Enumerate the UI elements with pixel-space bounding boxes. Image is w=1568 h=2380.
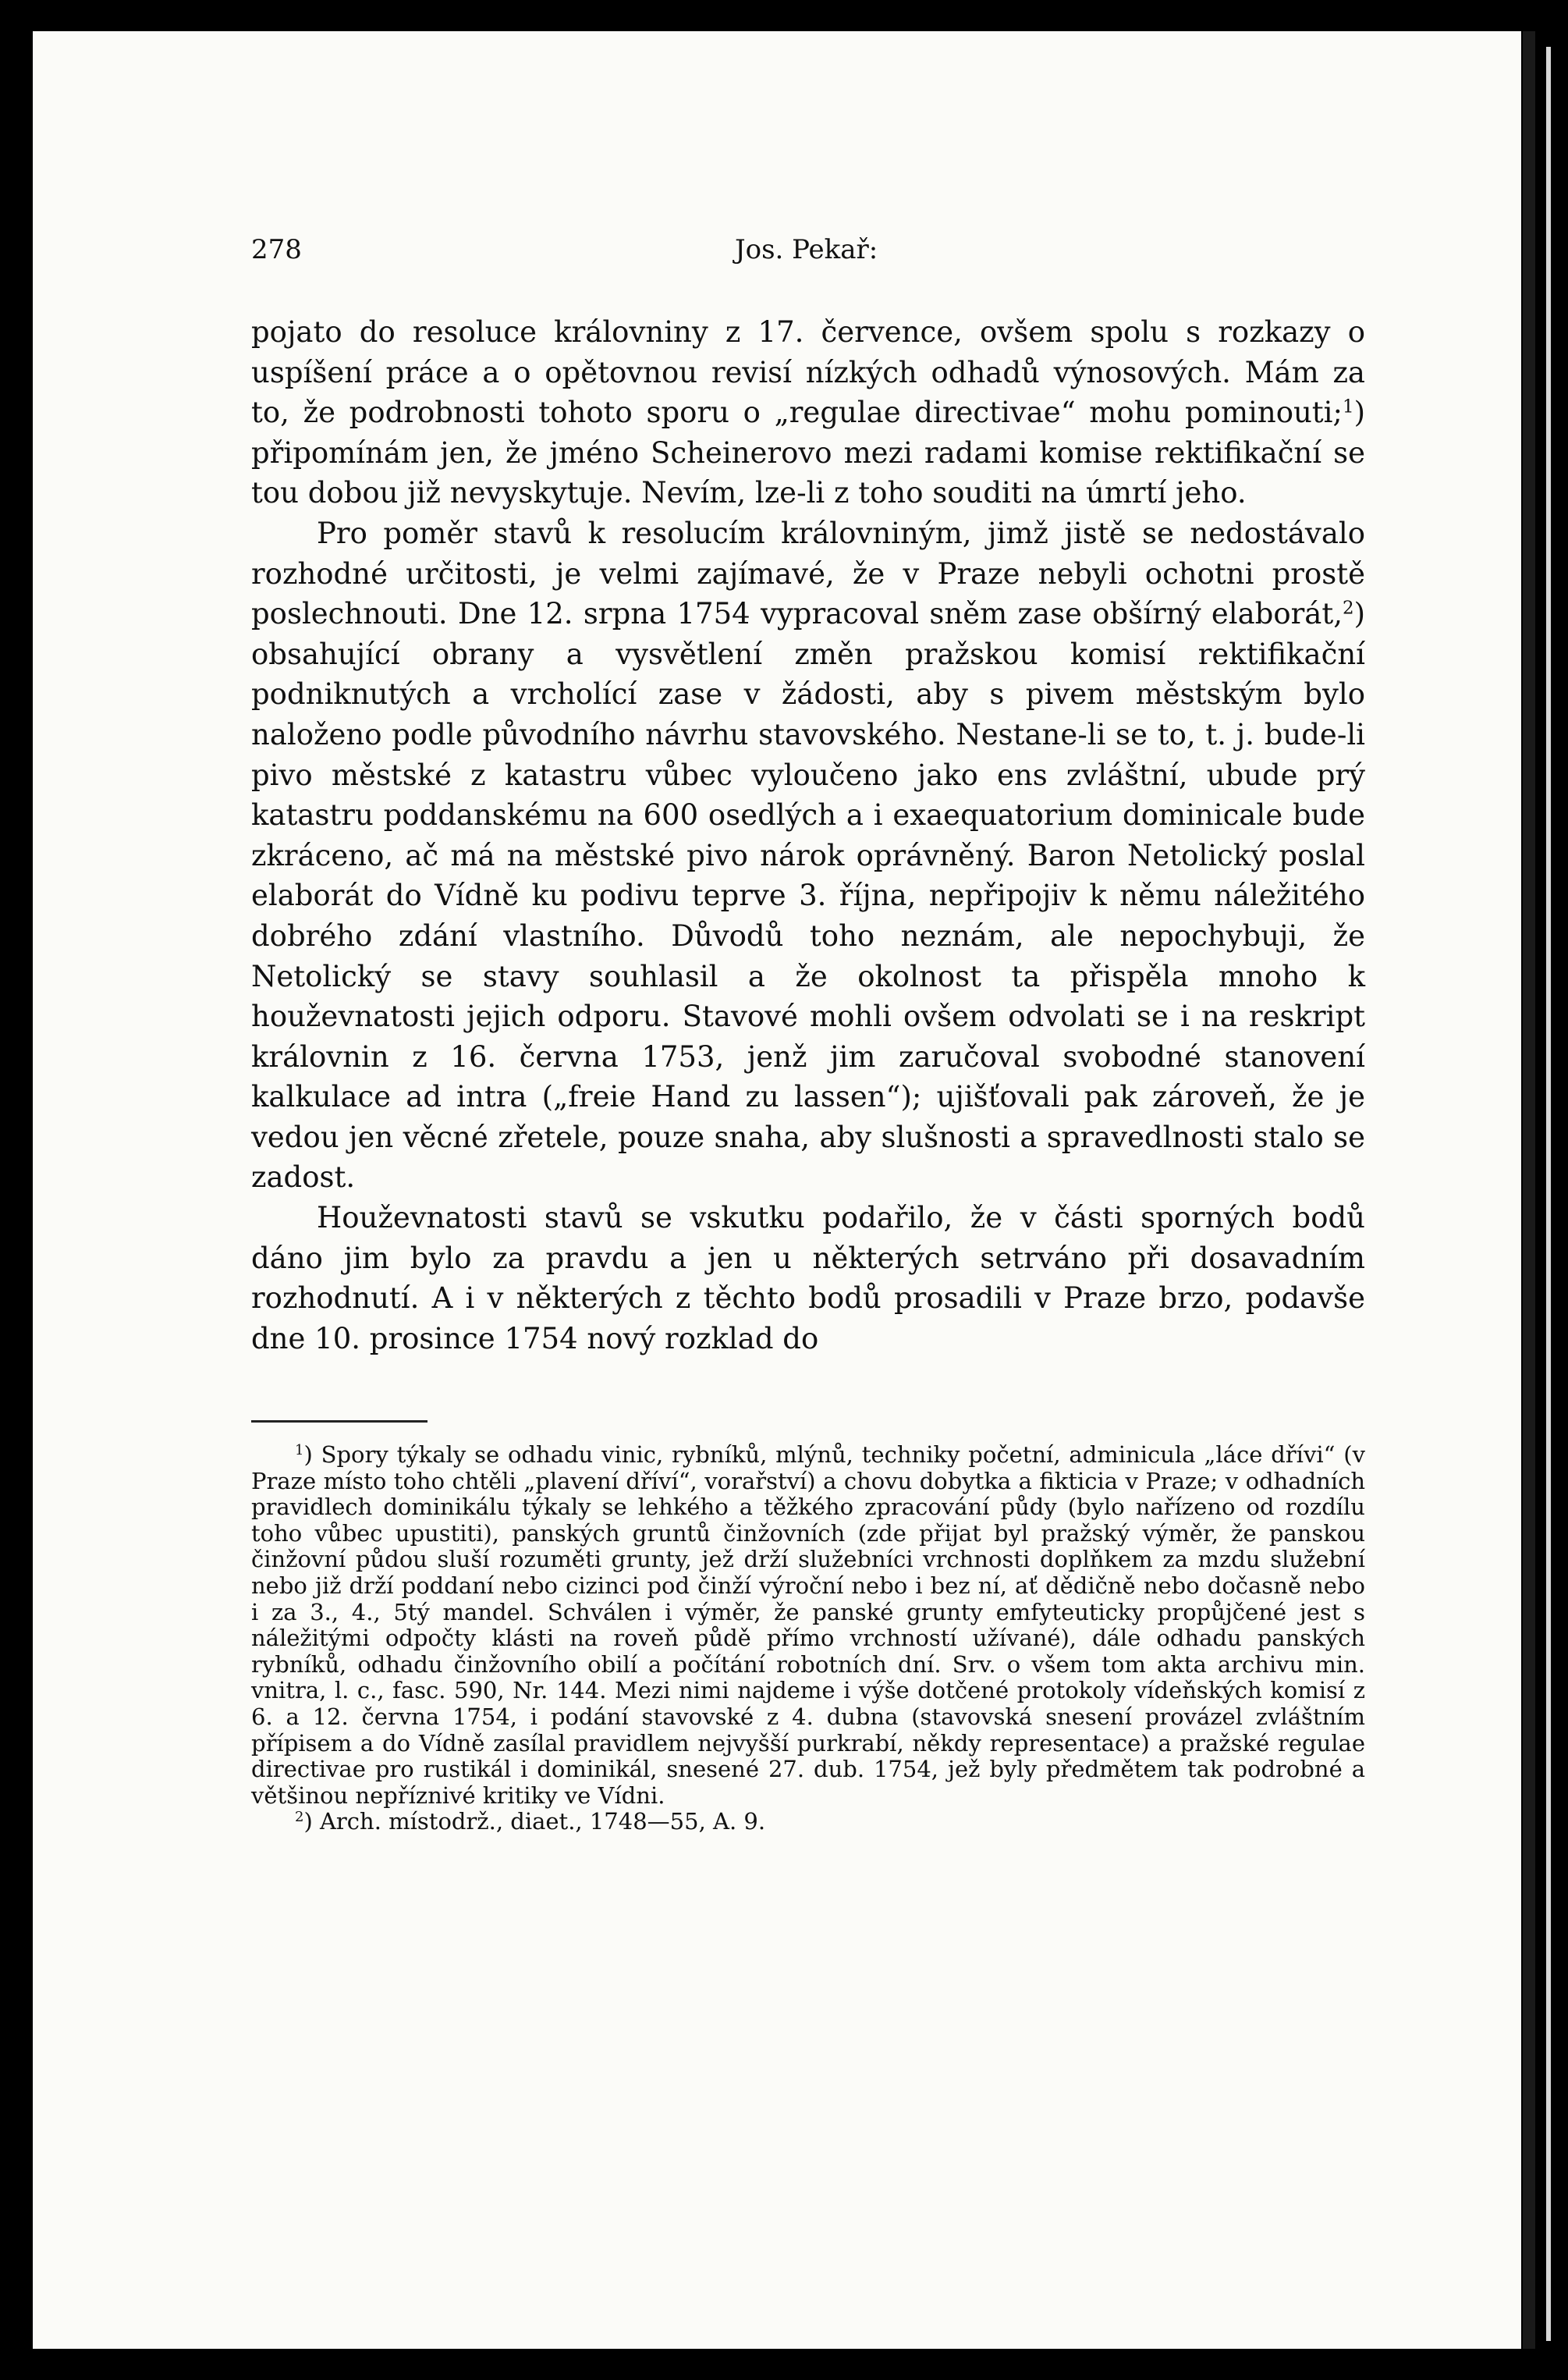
page-header bbox=[251, 234, 1359, 281]
main-text bbox=[251, 312, 1365, 1359]
footnote-ref-1: 1 bbox=[1342, 396, 1354, 417]
footnote-text: ) Arch. místodrž., diaet., 1748—55, A. 9. bbox=[303, 1808, 766, 1835]
text-run: ) připomínám jen, že jméno Scheinerovo mezi radami komise rektifikační se tou dobou již nevyskytuje. Nevím, lze-li z toho souditi na úmrtí jeho. bbox=[251, 396, 1365, 510]
footnote-ref-2: 2 bbox=[1342, 598, 1354, 619]
footnotes bbox=[251, 1442, 1365, 1835]
footnote-divider bbox=[251, 1420, 427, 1423]
scan-edge-line bbox=[1546, 47, 1551, 2341]
footnote-mark: 1 bbox=[295, 1442, 304, 1459]
paragraph-3 bbox=[251, 1198, 1365, 1359]
paragraph-1 bbox=[251, 312, 1365, 513]
footnote-mark: 2 bbox=[295, 1809, 304, 1826]
text-run: Pro poměr stavů k resolucím královniným, jimž jistě se nedostávalo rozhodné určitosti, je velmi zajímavé, že v Praze nebyli ochotni prostě poslechnouti. Dne 12. srpna 1754 vypracoval sněm zase obšírný elaborát, bbox=[251, 516, 1365, 631]
page-number: 278 bbox=[251, 234, 302, 265]
paragraph-2 bbox=[251, 513, 1365, 1198]
footnote-2 bbox=[251, 1809, 1365, 1835]
text-run: ) obsahující obrany a vysvětlení změn pražskou komisí rektifikační podniknutých a vrcholící zase v žádosti, aby s pivem městským bylo naloženo podle původního návrhu stavovského. Nestane-li se to, t. j. bude-li pivo městské z katastru vůbec vyloučeno jako ens zvláštní, ubude prý katastru poddanskému na 600 osedlých a i exaequatorium dominicale bude zkráceno, ač má na městské pivo nárok oprávněný. Baron Netolický poslal elaborát do Vídně ku podivu teprve 3. října, nepřipojiv k němu náležitého dobrého zdání vlastního. Důvodů toho neznám, ale nepochybuji, že Netolický se stavy souhlasil a že okolnost ta přispěla mnoho k houževnatosti jejich odporu. Stavové mohli ovšem odvolati se i na reskript královnin z 16. června 1753, jenž jim zaručoval svobodné stanovení kalkulace ad intra („freie Hand zu lassen“); ujišťovali pak zároveň, že je vedou jen věcné zřetele, pouze snaha, aby slušnosti a spravedlnosti stalo se zadost. bbox=[251, 597, 1365, 1195]
footnote-1 bbox=[251, 1442, 1365, 1809]
text-run: pojato do resoluce královniny z 17. července, ovšem spolu s rozkazy o uspíšení práce a o opětovnou revisí nízkých odhadů výnosových. Mám za to, že podrobnosti tohoto sporu o „regulae directivae“ mohu pominouti; bbox=[251, 315, 1365, 430]
text-run: Houževnatosti stavů se vskutku podařilo, že v části sporných bodů dáno jim bylo za pravdu a jen u některých setrváno při dosavadním rozhodnutí. A i v některých z těchto bodů prosadili v Praze brzo, podavše dne 10. prosince 1754 nový rozklad do bbox=[251, 1201, 1365, 1355]
scan-edge-shadow bbox=[1523, 31, 1535, 2349]
footnote-text: ) Spory týkaly se odhadu vinic, rybníků, mlýnů, techniky početní, adminicula „láce dřívi“ (v Praze místo toho chtěli „plavení dříví“, vorařství) a chovu dobytka a fikticia v Praze; v odhadních pravidlech dominikálu týkaly se lehkého a těžkého zpracování půdy (bylo nařízeno od rozdílu toho vůbec upustiti), panských gruntů činžovních (zde přijat byl pražský výměr, že panskou činžovní půdou sluší rozuměti grunty, jež drží služebníci vrchnosti doplňkem za mzdu služební nebo již drží poddaní nebo cizinci pod činží výroční nebo i bez ní, ať dědičně nebo dočasně nebo i za 3., 4., 5tý mandel. Schválen i výměr, že panské grunty emfyteuticky propůjčené jest s náležitými odpočty klásti na roveň půdě přímo vrchností užívané), dále odhadu panských rybníků, odhadu činžovního obilí a počítání robotních dní. Srv. o všem tom akta archivu min. vnitra, l. c., fasc. 590, Nr. 144. Mezi nimi najdeme i výše dotčené protokoly vídeňských komisí z 6. a 12. června 1754, i podání stavovské z 4. dubna (stavovská snesení provázel zvláštním přípisem a do Vídně zasílal pravidlem nejvyšší purkrabí, někdy representace) a pražské regulae directivae pro rustikál i dominikál, snesené 27. dub. 1754, jež byly předmětem tak podrobné a většinou nepříznivé kritiky ve Vídni. bbox=[251, 1441, 1365, 1809]
running-head: Jos. Pekař: bbox=[735, 234, 878, 265]
